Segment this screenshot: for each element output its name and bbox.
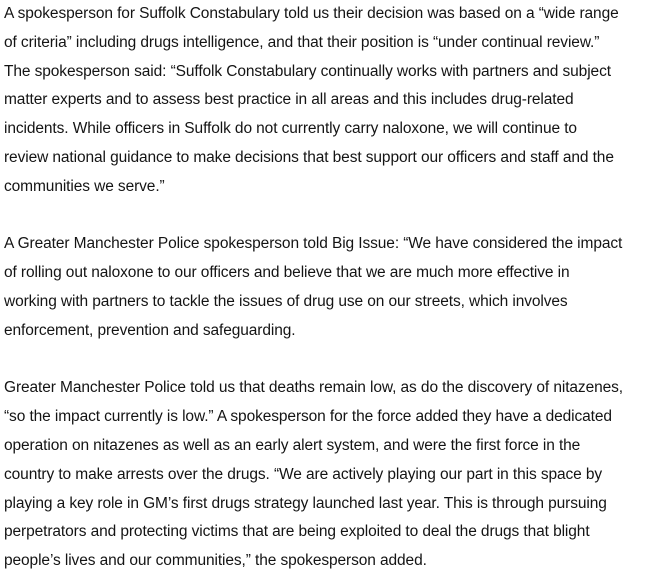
paragraph-line: communities we serve.”: [4, 177, 165, 195]
paragraph-line: matter experts and to assess best practice in all areas and this includes drug-related: [4, 91, 574, 109]
paragraph-line: of rolling out naloxone to our officers and believe that we are much more effective in: [4, 264, 570, 282]
paragraph-line: A spokesperson for Suffolk Constabulary told us their decision was based on a “wide range: [4, 5, 619, 22]
paragraph-line: perpetrators and protecting victims that are being exploited to deal the drugs that blight: [4, 523, 590, 541]
paragraph-line: enforcement, prevention and safeguarding.: [4, 321, 296, 339]
paragraph-line: Greater Manchester Police told us that deaths remain low, as do the discovery of nitazenes,: [4, 379, 623, 397]
paragraph-line: “so the impact currently is low.” A spokesperson for the force added they have a dedicated: [4, 408, 612, 426]
paragraph-line: of criteria” including drugs intelligence, and that their position is “under continual review.”: [4, 33, 600, 51]
paragraph-line: The spokesperson said: “Suffolk Constabulary continually works with partners and subject: [4, 62, 611, 80]
paragraph-line: A Greater Manchester Police spokesperson told Big Issue: “We have considered the impact: [4, 235, 623, 253]
paragraph-line: working with partners to tackle the issues of drug use on our streets, which involves: [4, 292, 568, 310]
paragraph-line: country to make arrests over the drugs. “We are actively playing our part in this space by: [4, 465, 603, 483]
paragraph-suffolk: [4, 0, 661, 202]
paragraph-line: people’s lives and our communities,” the spokesperson added.: [4, 552, 427, 570]
paragraph-line: review national guidance to make decisions that best support our officers and staff and the: [4, 148, 614, 166]
paragraph-line: playing a key role in GM’s first drugs strategy launched last year. This is through pursuing: [4, 494, 607, 512]
paragraph-line: incidents. While officers in Suffolk do not currently carry naloxone, we will continue to: [4, 120, 577, 138]
paragraph-gmp-statement: [4, 230, 661, 345]
paragraph-gmp-nitazenes: [4, 374, 661, 576]
paragraph-line: operation on nitazenes as well as an early alert system, and were the first force in the: [4, 436, 581, 454]
